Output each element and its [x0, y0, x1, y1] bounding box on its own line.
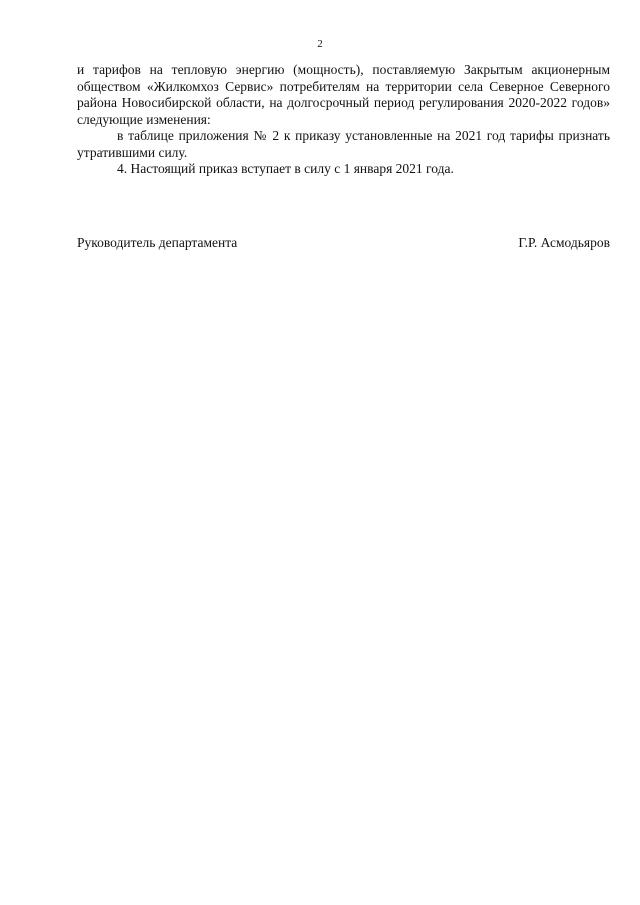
paragraph-effective-date: 4. Настоящий приказ вступает в силу с 1 января 2021 года. — [117, 161, 454, 176]
signatory-position: Руководитель департамента — [77, 235, 238, 250]
paragraph-table-change: в таблице приложения № 2 к приказу установленные на 2021 год тарифы признать утратившими силу. — [77, 128, 610, 160]
signatory-name: Г.Р. Асмодьяров — [518, 235, 610, 250]
signature-block — [77, 235, 610, 251]
document-body — [77, 62, 610, 178]
paragraph-continuation: и тарифов на тепловую энергию (мощность), поставляемую Закрытым акционерным обществом «Жилкомхоз Сервис» потребителям на территории села Северное Северного района Новосибирской области, на долгосрочный период регулирования 2020-2022 годов» следующие изменения: — [77, 62, 610, 127]
page-number: 2 — [317, 38, 323, 50]
